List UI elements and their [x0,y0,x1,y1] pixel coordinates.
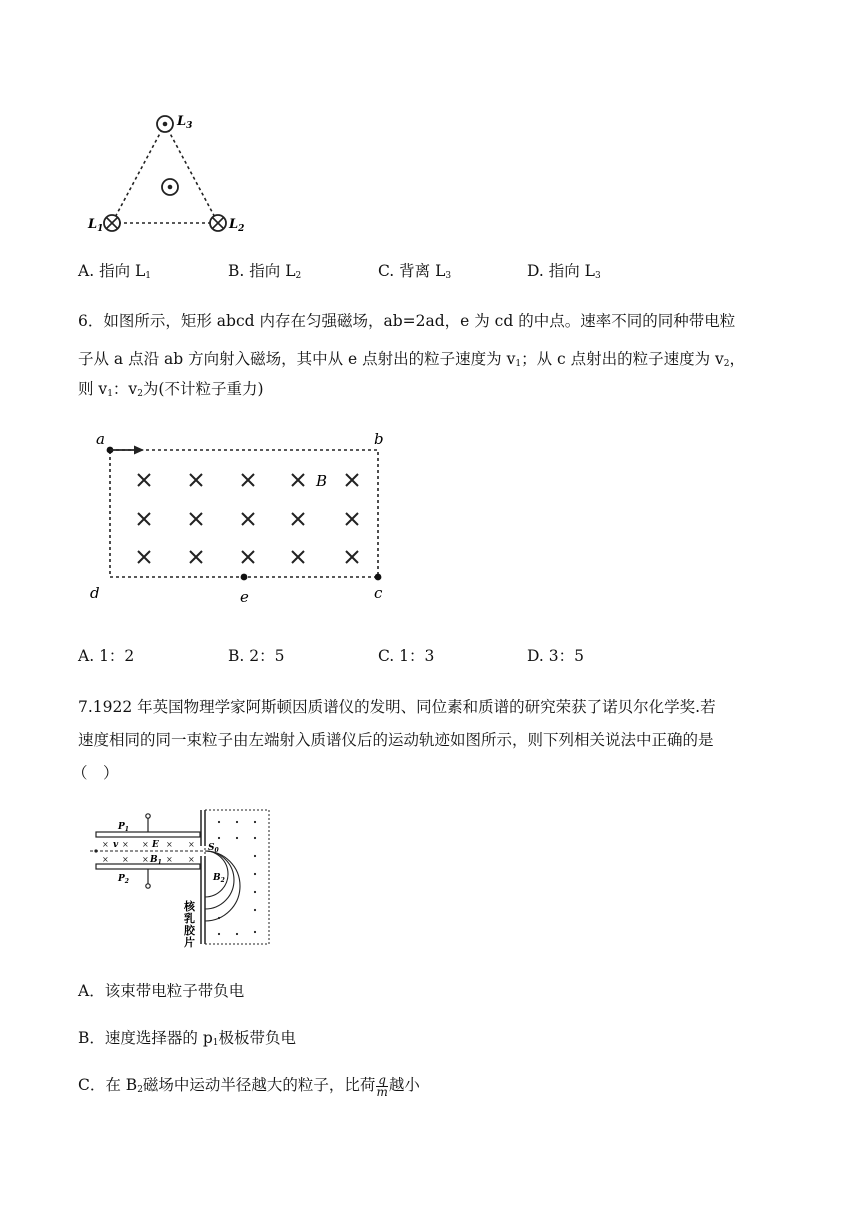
svg-text:×: × [122,840,129,849]
q6-option-d[interactable]: D. 3：5 [527,647,584,665]
q5-option-b[interactable]: B. 指向 $L_2$ [228,262,302,281]
label-e-field: E [152,840,159,850]
wire-l3-out-icon [157,116,173,132]
q7-stem-line2: 速度相同的同一束粒子由左端射入质谱仪后的运动轨迹如图所示，则下列相关说法中正确的是 [78,731,714,749]
q6-option-c[interactable]: C. 1：3 [378,647,435,665]
q6-stem-line2: 子从 a 点沿 ab 方向射入磁场，其中从 e 点射出的粒子速度为 $v_1$；从 c 点射出的粒子速度为 $v_2$， [78,350,746,369]
wire-l2-in-icon [210,215,226,231]
label-b-corner: b [374,430,384,448]
label-l2: $L_2$ [229,217,245,234]
q5-option-c[interactable]: C. 背离 $L_3$ [378,262,452,281]
label-e: e [240,588,249,606]
label-p1: $P_1$ [118,822,129,833]
label-b2: $B_2$ [213,873,225,884]
label-a: a [96,430,105,448]
label-v: v [113,840,119,850]
svg-text:×: × [142,855,149,864]
svg-text:×: × [188,840,195,849]
wire-l1-in-icon [104,215,120,231]
svg-text:×: × [188,855,195,864]
svg-text:×: × [166,840,173,849]
q7-option-a[interactable]: A．该束带电粒子带负电 [78,982,245,1000]
center-point-out-icon [162,179,178,195]
label-s0: $S_0$ [208,843,219,854]
svg-text:×: × [166,855,173,864]
label-d: d [90,584,100,602]
svg-text:胶: 胶 [184,924,195,937]
q7-option-b[interactable]: B．速度选择器的 $p_1$极板带负电 [78,1029,296,1048]
q7-stem-line3: （ ） [72,764,119,782]
q6-stem-line3: 则 $v_1$：$v_2$为(不计粒子重力) [78,380,264,399]
label-film [183,899,196,948]
q5-option-d[interactable]: D. 指向 $L_3$ [527,262,601,281]
label-b: B [316,472,328,490]
q6-stem-line1: 6．如图所示，矩形 abcd 内存在匀强磁场，ab=2ad，e 为 cd 的中点。速率不同的同种带电粒 [78,312,736,330]
q6-option-a[interactable]: A. 1：2 [78,647,135,665]
triangle-wires-figure [80,108,260,238]
q7-stem-line1: 7.1922 年英国物理学家阿斯顿因质谱仪的发明、同位素和质谱的研究荣获了诺贝尔化学奖.若 [78,698,716,716]
svg-text:乳: 乳 [184,912,195,925]
q7-option-c[interactable]: C．在 $B_2$磁场中运动半径越大的粒子，比荷 $\frac{q}{m}$ 越小 [78,1072,420,1099]
q5-option-a[interactable]: A. 指向 $L_1$ [78,262,152,281]
svg-text:×: × [122,855,129,864]
charge-mass-fraction: $\frac{q}{m}$ [376,1072,388,1099]
mass-spectrometer-figure [88,808,278,948]
label-b1: $B_1$ [150,855,162,866]
svg-text:×: × [102,840,109,849]
rectangle-field-figure [80,428,400,608]
label-c: c [374,584,383,602]
label-l3: $L_3$ [177,114,193,131]
label-p2: $P_2$ [118,874,129,885]
svg-text:×: × [142,840,149,849]
svg-text:核: 核 [184,900,195,913]
svg-text:×: × [102,855,109,864]
q6-option-b[interactable]: B. 2：5 [228,647,285,665]
svg-text:片: 片 [184,936,195,948]
label-l1: $L_1$ [88,217,104,234]
